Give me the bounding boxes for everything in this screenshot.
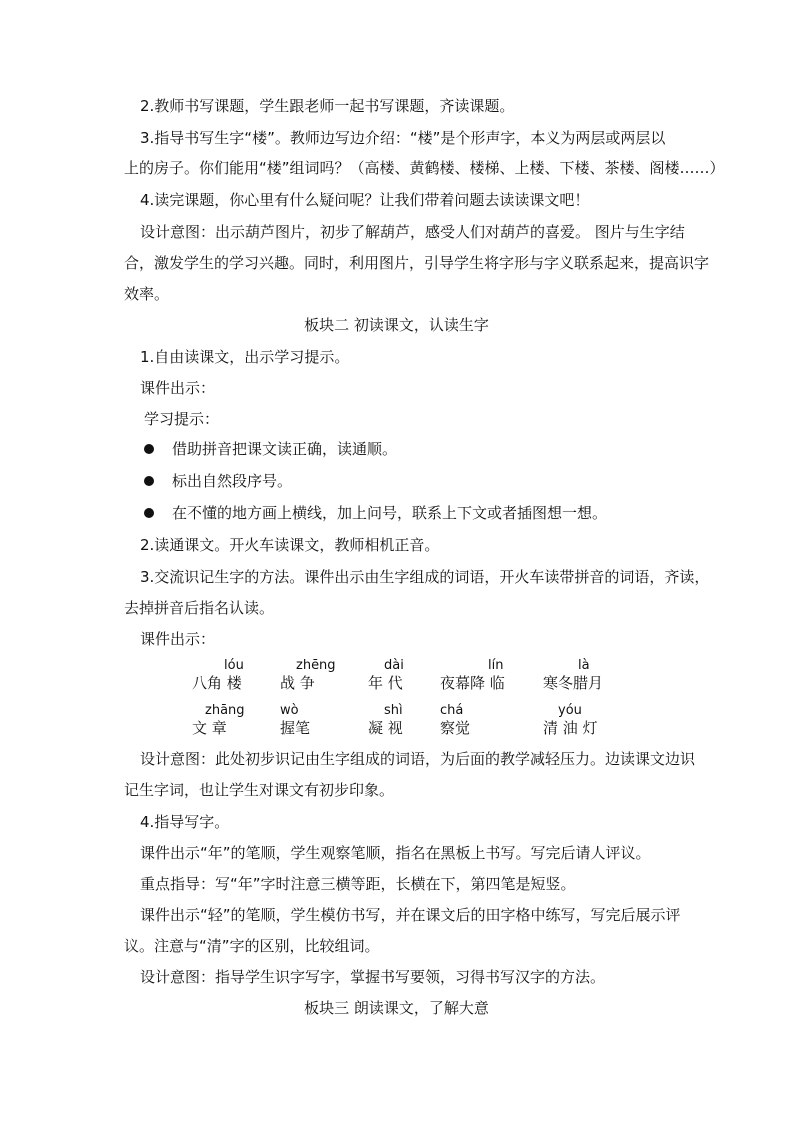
vocab-word: 夜幕降 临 bbox=[440, 674, 505, 692]
paragraph: 上的房子。你们能用“楼”组词吗？（高楼、黄鹤楼、楼梯、上楼、下楼、茶楼、阁楼……） bbox=[124, 159, 725, 177]
paragraph: 课件出示“轻”的笔顺，学生模仿书写，并在课文后的田字格中练写，写完后展示评 bbox=[140, 906, 681, 924]
paragraph: 设计意图：此处初步识记由生字组成的词语，为后面的教学减轻压力。边读课文边识 bbox=[140, 750, 696, 768]
vocab-word: 八角 楼 bbox=[192, 674, 242, 692]
paragraph: 记生字词，也让学生对课文有初步印象。 bbox=[124, 781, 395, 799]
paragraph: 课件出示： bbox=[140, 630, 216, 648]
paragraph: 议。注意与“清”字的区别，比较组词。 bbox=[124, 937, 380, 955]
paragraph: 学习提示： bbox=[144, 410, 220, 428]
paragraph: 3.交流识记生字的方法。课件出示由生字组成的词语，开火车读带拼音的词语，齐读， bbox=[140, 568, 710, 586]
paragraph: 4.指导写字。 bbox=[140, 813, 230, 831]
bullet-item: 在不懂的地方画上横线，加上问号，联系上下文或者插图想一想。 bbox=[172, 504, 608, 522]
bullet-item: 借助拼音把课文读正确，读通顺。 bbox=[172, 440, 398, 458]
pinyin: lín bbox=[488, 658, 504, 673]
vocab-word: 战 争 bbox=[280, 674, 315, 692]
paragraph: 设计意图：指导学生识字写字，掌握书写要领，习得书写汉字的方法。 bbox=[140, 968, 606, 986]
vocab-word: 文 章 bbox=[192, 719, 227, 737]
vocab-word: 年 代 bbox=[368, 674, 403, 692]
bullet-dot bbox=[144, 508, 154, 518]
pinyin: lóu bbox=[224, 658, 244, 673]
paragraph: 课件出示“年”的笔顺，学生观察笔顺，指名在黑板上书写。写完后请人评议。 bbox=[140, 844, 651, 862]
vocab-word: 清 油 灯 bbox=[543, 719, 598, 737]
pinyin: wò bbox=[280, 703, 299, 718]
pinyin: zhāng bbox=[205, 703, 245, 718]
vocab-word: 寒冬腊月 bbox=[543, 674, 604, 692]
paragraph: 2.读通课文。开火车读课文，教师相机正音。 bbox=[140, 536, 440, 554]
section-heading: 板块二 初读课文，认读生字 bbox=[304, 316, 489, 334]
pinyin: dài bbox=[384, 658, 404, 673]
paragraph: 设计意图：出示葫芦图片，初步了解葫芦，感受人们对葫芦的喜爱。 图片与生字结 bbox=[140, 223, 685, 241]
bullet-dot bbox=[144, 444, 154, 454]
pinyin: yóu bbox=[558, 703, 582, 718]
bullet-dot bbox=[144, 476, 154, 486]
paragraph: 重点指导：写“年”字时注意三横等距，长横在下，第四笔是短竖。 bbox=[140, 875, 576, 893]
paragraph: 去掉拼音后指名认读。 bbox=[124, 599, 275, 617]
paragraph: 2.教师书写课题，学生跟老师一起书写课题，齐读课题。 bbox=[140, 97, 515, 115]
vocab-word: 察觉 bbox=[440, 719, 471, 737]
pinyin: chá bbox=[440, 703, 464, 718]
section-heading: 板块三 朗读课文，了解大意 bbox=[304, 999, 489, 1017]
paragraph: 效率。 bbox=[124, 285, 170, 303]
pinyin: là bbox=[578, 658, 590, 673]
vocab-word: 握笔 bbox=[280, 719, 311, 737]
paragraph: 课件出示： bbox=[140, 379, 216, 397]
pinyin: zhēng bbox=[296, 658, 336, 673]
bullet-item: 标出自然段序号。 bbox=[172, 472, 293, 490]
paragraph: 4.读完课题，你心里有什么疑问呢？让我们带着问题去读读课文吧！ bbox=[140, 191, 590, 209]
vocab-word: 凝 视 bbox=[368, 719, 403, 737]
paragraph: 1.自由读课文，出示学习提示。 bbox=[140, 348, 350, 366]
pinyin: shì bbox=[384, 703, 403, 718]
paragraph: 合，激发学生的学习兴趣。同时，利用图片，引导学生将字形与字义联系起来，提高识字 bbox=[124, 254, 710, 272]
paragraph: 3.指导书写生字“楼”。教师边写边介绍：“楼”是个形声字，本义为两层或两层以 bbox=[140, 129, 666, 147]
